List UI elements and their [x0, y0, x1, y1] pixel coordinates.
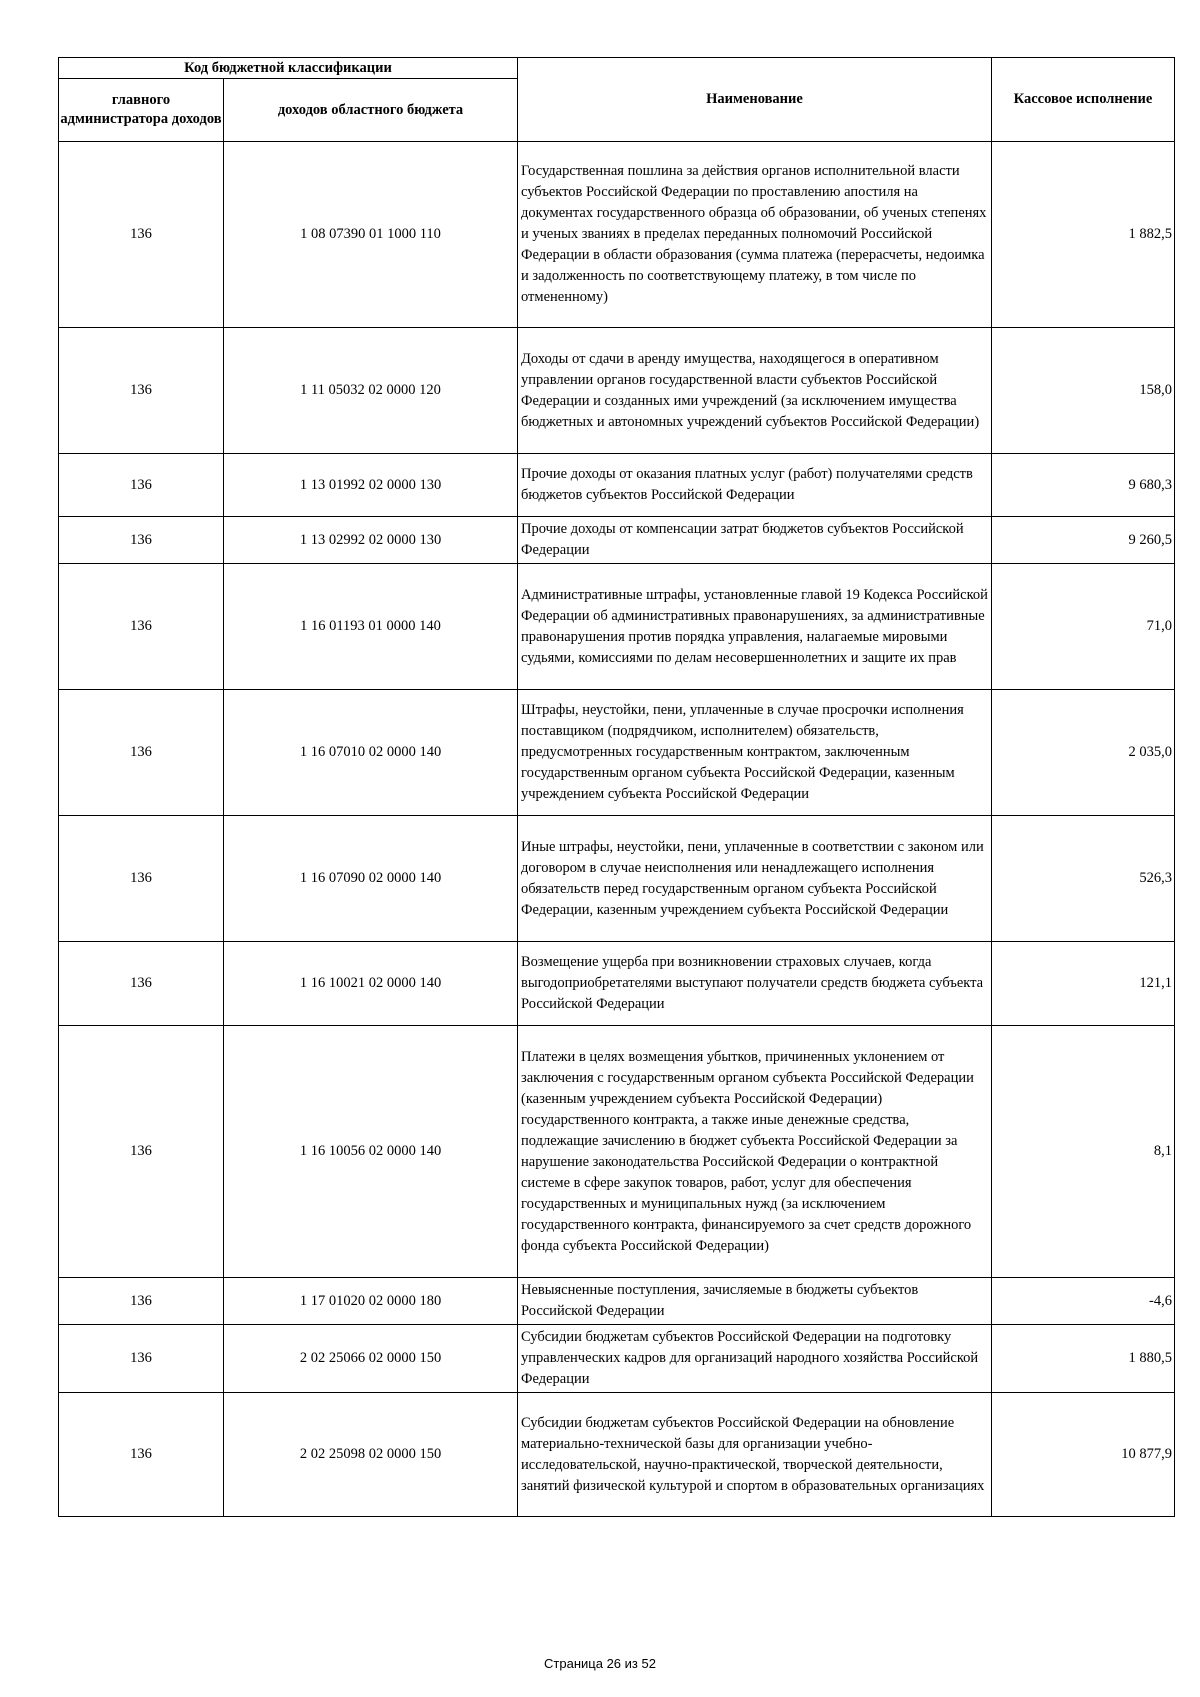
amount-cell: -4,6 [992, 1278, 1175, 1325]
table-row [59, 1393, 1175, 1517]
code-cell: 1 08 07390 01 1000 110 [224, 142, 518, 328]
table-row [59, 328, 1175, 454]
header-amount: Кассовое исполнение [992, 58, 1175, 142]
code-cell: 1 17 01020 02 0000 180 [224, 1278, 518, 1325]
amount-cell: 1 882,5 [992, 142, 1175, 328]
table-row [59, 564, 1175, 690]
table-row [59, 1026, 1175, 1278]
name-cell: Административные штрафы, установленные главой 19 Кодекса Российской Федерации об административных правонарушениях, за административные правонарушения против порядка управления, налагаемые мировыми судьями, комиссиями по делам несовершеннолетних и защите их прав [518, 564, 992, 690]
name-cell: Прочие доходы от оказания платных услуг (работ) получателями средств бюджетов субъектов Российской Федерации [518, 454, 992, 517]
admin-cell: 136 [59, 564, 224, 690]
table-row [59, 942, 1175, 1026]
amount-cell: 9 680,3 [992, 454, 1175, 517]
code-cell: 1 16 10021 02 0000 140 [224, 942, 518, 1026]
name-cell: Иные штрафы, неустойки, пени, уплаченные в соответствии с законом или договором в случае неисполнения или ненадлежащего исполнения обязательств перед государственным органом субъекта Российской Федерации, казенным учреждением субъекта Российской Федерации [518, 816, 992, 942]
amount-cell: 8,1 [992, 1026, 1175, 1278]
code-cell: 1 13 02992 02 0000 130 [224, 517, 518, 564]
admin-cell: 136 [59, 142, 224, 328]
code-cell: 1 16 07010 02 0000 140 [224, 690, 518, 816]
name-cell: Субсидии бюджетам субъектов Российской Федерации на подготовку управленческих кадров для организаций народного хозяйства Российской Федерации [518, 1325, 992, 1393]
header-income-code: доходов областного бюджета [224, 79, 518, 142]
name-cell: Государственная пошлина за действия органов исполнительной власти субъектов Российской Федерации по проставлению апостиля на документах государственного образца об образовании, об ученых степенях и ученых званиях в пределах переданных полномочий Российской Федерации в области образования (сумма платежа (перерасчеты, недоимка и задолженность по соответствующему платежу, в том числе по отмененному) [518, 142, 992, 328]
amount-cell: 1 880,5 [992, 1325, 1175, 1393]
admin-cell: 136 [59, 942, 224, 1026]
amount-cell: 121,1 [992, 942, 1175, 1026]
code-cell: 1 13 01992 02 0000 130 [224, 454, 518, 517]
amount-cell: 526,3 [992, 816, 1175, 942]
name-cell: Прочие доходы от компенсации затрат бюджетов субъектов Российской Федерации [518, 517, 992, 564]
admin-cell: 136 [59, 517, 224, 564]
admin-cell: 136 [59, 1278, 224, 1325]
amount-cell: 9 260,5 [992, 517, 1175, 564]
name-cell: Невыясненные поступления, зачисляемые в бюджеты субъектов Российской Федерации [518, 1278, 992, 1325]
name-cell: Субсидии бюджетам субъектов Российской Федерации на обновление материально-технической базы для организации учебно-исследовательской, научно-практической, творческой деятельности, занятий физической культурой и спортом в образовательных организациях [518, 1393, 992, 1517]
code-cell: 1 11 05032 02 0000 120 [224, 328, 518, 454]
amount-cell: 2 035,0 [992, 690, 1175, 816]
name-cell: Платежи в целях возмещения убытков, причиненных уклонением от заключения с государственным органом субъекта Российской Федерации (казенным учреждением субъекта Российской Федерации) государственного контракта, а также иные денежные средства, подлежащие зачислению в бюджет субъекта Российской Федерации за нарушение законодательства Российской Федерации о контрактной системе в сфере закупок товаров, работ, услуг для обеспечения государственных и муниципальных нужд (за исключением государственного контракта, финансируемого за счет средств дорожного фонда субъекта Российской Федерации) [518, 1026, 992, 1278]
amount-cell: 71,0 [992, 564, 1175, 690]
name-cell: Доходы от сдачи в аренду имущества, находящегося в оперативном управлении органов государственной власти субъектов Российской Федерации и созданных ими учреждений (за исключением имущества бюджетных и автономных учреждений субъектов Российской Федерации) [518, 328, 992, 454]
code-cell: 1 16 10056 02 0000 140 [224, 1026, 518, 1278]
name-cell: Возмещение ущерба при возникновении страховых случаев, когда выгодоприобретателями выступают получатели средств бюджета субъекта Российской Федерации [518, 942, 992, 1026]
admin-cell: 136 [59, 1393, 224, 1517]
admin-cell: 136 [59, 690, 224, 816]
table-header [59, 58, 1175, 142]
code-cell: 2 02 25098 02 0000 150 [224, 1393, 518, 1517]
code-cell: 1 16 07090 02 0000 140 [224, 816, 518, 942]
table-row [59, 454, 1175, 517]
header-admin: главного администратора доходов [59, 79, 224, 142]
table-row [59, 1278, 1175, 1325]
admin-cell: 136 [59, 1026, 224, 1278]
admin-cell: 136 [59, 328, 224, 454]
admin-cell: 136 [59, 816, 224, 942]
admin-cell: 136 [59, 1325, 224, 1393]
table-row [59, 142, 1175, 328]
header-name: Наименование [518, 58, 992, 142]
table-row [59, 1325, 1175, 1393]
table-row [59, 816, 1175, 942]
table-row [59, 517, 1175, 564]
admin-cell: 136 [59, 454, 224, 517]
code-cell: 2 02 25066 02 0000 150 [224, 1325, 518, 1393]
page-number: Страница 26 из 52 [544, 1656, 656, 1671]
table-body [59, 142, 1175, 1517]
amount-cell: 10 877,9 [992, 1393, 1175, 1517]
budget-table [58, 57, 1175, 1517]
code-cell: 1 16 01193 01 0000 140 [224, 564, 518, 690]
amount-cell: 158,0 [992, 328, 1175, 454]
table-row [59, 690, 1175, 816]
name-cell: Штрафы, неустойки, пени, уплаченные в случае просрочки исполнения поставщиком (подрядчиком, исполнителем) обязательств, предусмотренных государственным контрактом, заключенным государственным органом субъекта Российской Федерации, казенным учреждением субъекта Российской Федерации [518, 690, 992, 816]
header-budget-code: Код бюджетной классификации [59, 58, 518, 79]
